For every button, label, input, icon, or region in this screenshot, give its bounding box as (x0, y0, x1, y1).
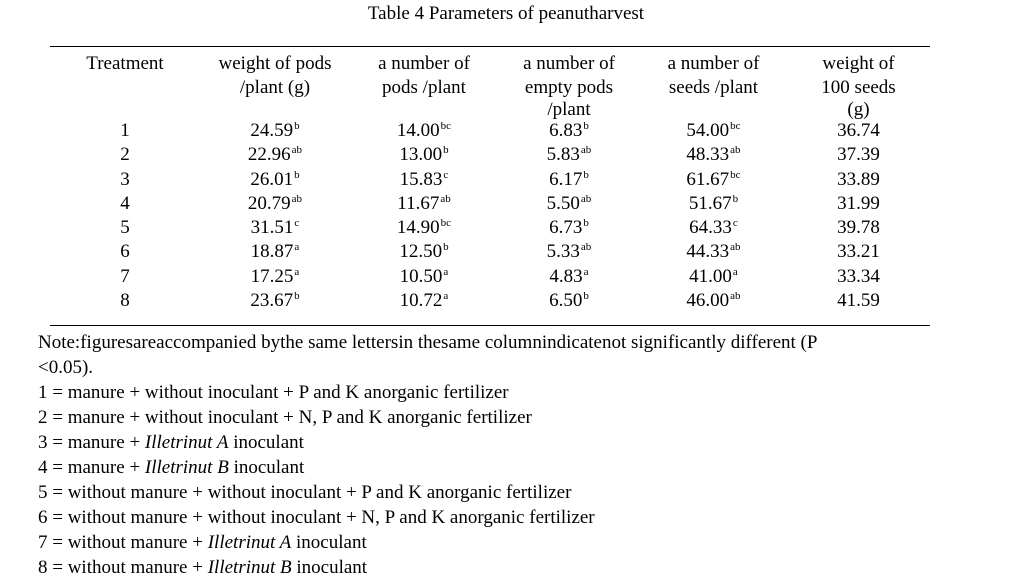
cell-weight-100-seeds: 31.99 (837, 192, 880, 214)
significance-letter: b (294, 290, 300, 303)
cell-number-seeds: 64.33$^c$ (689, 217, 738, 239)
significance-letter: ab (580, 241, 592, 254)
header-weight-pods: weight of pods /plant (g) (218, 53, 332, 98)
table-row (50, 119, 930, 143)
cell-weight-100-seeds: 37.39 (837, 144, 880, 166)
cell-number-pods: 10.50$^a$ (399, 265, 449, 287)
table-notes (38, 330, 998, 580)
table-row (50, 265, 930, 289)
treatment-legend-item: 8 = without manure + Illetrinut B inoculant (38, 557, 368, 578)
significance-letter: a (443, 290, 449, 303)
significance-letter: b (732, 192, 739, 205)
table-top-rule (50, 46, 930, 47)
significance-letter: b (583, 290, 589, 303)
significance-letter: b (583, 168, 589, 181)
header-empty-pods: a number of empty pods /plant (523, 53, 615, 120)
significance-letter: bc (440, 217, 452, 230)
cell-empty-pods: 5.50$^{ab}$ (546, 192, 592, 214)
significance-letter: bc (730, 168, 741, 181)
treatment-legend-item: 1 = manure + without inoculant + P and K anorganic fertilizer (38, 382, 509, 403)
cell-weight-100-seeds: 33.21 (837, 241, 880, 263)
cell-weight-100-seeds: 39.78 (837, 217, 880, 239)
treatment-legend-item: 3 = manure + Illetrinut A inoculant (38, 432, 304, 453)
table-row (50, 143, 930, 167)
cell-number-seeds: 46.00$^{ab}$ (686, 290, 741, 312)
header-weight-100-seeds: weight of 100 seeds (g) (821, 53, 896, 120)
significance-letter: b (294, 120, 300, 132)
cell-number-pods: 14.00$^{bc}$ (396, 120, 452, 141)
significance-letter: b (294, 168, 300, 181)
peanut-harvest-table (50, 52, 930, 313)
cell-weight-pods: 18.87$^a$ (250, 241, 300, 263)
significance-letter: bc (730, 120, 741, 132)
header-number-pods: a number of pods /plant (378, 53, 470, 98)
cell-treatment: 4 (120, 192, 130, 214)
significance-letter: ab (580, 192, 592, 205)
cell-number-seeds: 54.00$^{bc}$ (686, 120, 741, 141)
table-bottom-rule (50, 325, 930, 326)
cell-treatment: 6 (120, 241, 130, 263)
table-row (50, 216, 930, 240)
significance-letter: c (732, 217, 738, 230)
cell-number-pods: 12.50$^b$ (399, 241, 449, 263)
cell-empty-pods: 6.50$^b$ (549, 290, 589, 312)
significance-letter: b (583, 120, 589, 132)
cell-number-pods: 13.00$^b$ (399, 144, 449, 166)
cell-number-pods: 11.67$^{ab}$ (397, 192, 451, 214)
significance-letter: a (294, 265, 300, 278)
cell-weight-100-seeds: 33.89 (837, 168, 880, 190)
significance-letter: a (294, 241, 300, 254)
significance-letter: ab (291, 144, 303, 157)
cell-weight-100-seeds: 41.59 (837, 290, 880, 312)
significance-letter: c (443, 168, 449, 181)
treatment-legend-item: 4 = manure + Illetrinut B inoculant (38, 457, 305, 478)
significance-note: Note:figuresareaccompanied bythe same lettersin thesame columnindicatenot significantly different (P <0.05). (38, 332, 817, 378)
cell-number-pods: 14.90$^{bc}$ (396, 217, 452, 239)
cell-weight-pods: 23.67$^b$ (250, 290, 300, 312)
header-treatment: Treatment (86, 53, 164, 74)
cell-empty-pods: 5.33$^{ab}$ (546, 241, 592, 263)
significance-letter: ab (580, 144, 592, 157)
cell-weight-pods: 22.96$^{ab}$ (247, 144, 303, 166)
cell-weight-pods: 17.25$^a$ (250, 265, 300, 287)
cell-weight-pods: 31.51$^c$ (250, 217, 300, 239)
treatment-legend-item: 7 = without manure + Illetrinut A inoculant (38, 532, 367, 553)
cell-number-pods: 10.72$^a$ (399, 290, 449, 312)
header-number-seeds: a number of seeds /plant (667, 53, 760, 98)
significance-letter: a (443, 265, 449, 278)
cell-treatment: 8 (120, 290, 130, 312)
table-row (50, 240, 930, 264)
cell-empty-pods: 6.73$^b$ (549, 217, 589, 239)
cell-empty-pods: 6.83$^b$ (549, 120, 589, 141)
treatment-legend-item: 5 = without manure + without inoculant + P and K anorganic fertilizer (38, 482, 572, 503)
significance-letter: a (732, 265, 738, 278)
cell-number-seeds: 44.33$^{ab}$ (686, 241, 741, 263)
header-row (50, 52, 930, 119)
significance-letter: ab (730, 144, 741, 157)
significance-letter: b (443, 144, 449, 157)
cell-number-seeds: 61.67$^{bc}$ (686, 168, 741, 190)
cell-empty-pods: 6.17$^b$ (549, 168, 589, 190)
cell-empty-pods: 5.83$^{ab}$ (546, 144, 592, 166)
significance-letter: ab (730, 290, 741, 303)
treatment-legend-item: 2 = manure + without inoculant + N, P and K anorganic fertilizer (38, 407, 532, 428)
significance-letter: ab (730, 241, 741, 254)
cell-treatment: 3 (120, 168, 130, 190)
significance-letter: b (443, 241, 449, 254)
cell-empty-pods: 4.83$^a$ (549, 265, 589, 287)
cell-weight-pods: 24.59$^b$ (250, 120, 300, 141)
significance-letter: bc (440, 120, 452, 132)
significance-letter: c (294, 217, 300, 230)
cell-treatment: 5 (120, 217, 130, 239)
cell-treatment: 7 (120, 265, 130, 287)
cell-number-pods: 15.83$^c$ (399, 168, 449, 190)
table-row (50, 289, 930, 313)
significance-letter: ab (440, 192, 451, 205)
cell-number-seeds: 48.33$^{ab}$ (686, 144, 741, 166)
cell-treatment: 1 (120, 120, 130, 141)
table-body (50, 119, 930, 313)
significance-letter: b (583, 217, 589, 230)
treatment-legend (38, 380, 998, 580)
significance-letter: ab (291, 192, 303, 205)
cell-treatment: 2 (120, 144, 130, 166)
cell-weight-pods: 20.79$^{ab}$ (247, 192, 303, 214)
significance-letter: a (583, 265, 589, 278)
cell-number-seeds: 41.00$^a$ (689, 265, 738, 287)
cell-weight-pods: 26.01$^b$ (250, 168, 300, 190)
table-row (50, 192, 930, 216)
table-row (50, 168, 930, 192)
treatment-legend-item: 6 = without manure + without inoculant + N, P and K anorganic fertilizer (38, 507, 595, 528)
table-title: Table 4 Parameters of peanutharvest (367, 3, 645, 24)
cell-weight-100-seeds: 36.74 (837, 120, 880, 141)
cell-weight-100-seeds: 33.34 (837, 265, 880, 287)
cell-number-seeds: 51.67$^b$ (688, 192, 739, 214)
